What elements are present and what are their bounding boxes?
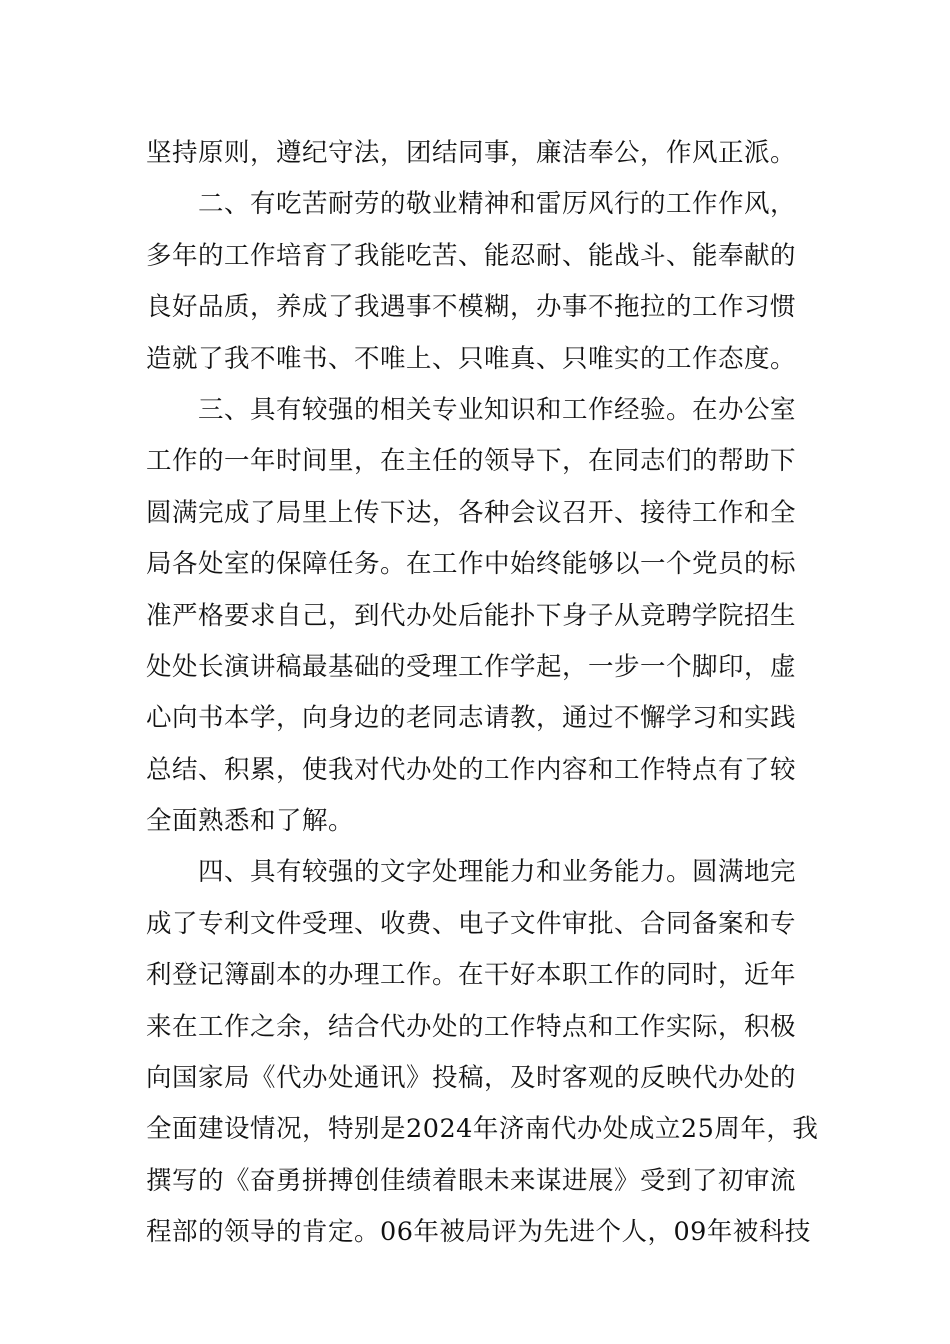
text-line: 全面熟悉和了解。 bbox=[146, 806, 355, 837]
text-line: 向国家局《代办处通讯》投稿，及时客观的反映代办处的 bbox=[146, 1063, 797, 1094]
text-line: 心向书本学，向身边的老同志请教，通过不懈学习和实践 bbox=[146, 703, 797, 734]
text-line: 撰写的《奋勇拼搏创佳绩着眼未来谋进展》受到了初审流 bbox=[146, 1165, 797, 1196]
text-line: 三、具有较强的相关专业知识和工作经验。在办公室 bbox=[198, 394, 797, 425]
text-line: 全面建设情况，特别是2024年济南代办处成立25周年，我 bbox=[146, 1114, 819, 1145]
text-line: 多年的工作培育了我能吃苦、能忍耐、能战斗、能奉献的 bbox=[146, 240, 797, 271]
text-line: 来在工作之余，结合代办处的工作特点和工作实际，积极 bbox=[146, 1011, 797, 1042]
text-line: 坚持原则，遵纪守法，团结同事，廉洁奉公，作风正派。 bbox=[146, 138, 797, 168]
text-line: 利登记簿副本的办理工作。在干好本职工作的同时，近年 bbox=[146, 960, 797, 991]
text-line: 工作的一年时间里，在主任的领导下，在同志们的帮助下 bbox=[146, 446, 797, 477]
document-body bbox=[146, 128, 819, 1259]
text-line: 造就了我不唯书、不唯上、只唯真、只唯实的工作态度。 bbox=[146, 343, 797, 374]
text-line: 准严格要求自己，到代办处后能扑下身子从竞聘学院招生 bbox=[146, 600, 797, 631]
text-line: 成了专利文件受理、收费、电子文件审批、合同备案和专 bbox=[146, 908, 797, 939]
text-line: 总结、积累，使我对代办处的工作内容和工作特点有了较 bbox=[146, 754, 797, 785]
text-line: 局各处室的保障任务。在工作中始终能够以一个党员的标 bbox=[146, 549, 797, 580]
text-line: 处处长演讲稿最基础的受理工作学起，一步一个脚印，虚 bbox=[146, 651, 797, 682]
text-line: 良好品质，养成了我遇事不模糊，办事不拖拉的工作习惯 bbox=[146, 292, 797, 323]
text-line: 程部的领导的肯定。06年被局评为先进个人，09年被科技 bbox=[146, 1217, 811, 1248]
text-line: 二、有吃苦耐劳的敬业精神和雷厉风行的工作作风， bbox=[198, 189, 797, 220]
text-line: 圆满完成了局里上传下达，各种会议召开、接待工作和全 bbox=[146, 497, 797, 528]
text-line: 四、具有较强的文字处理能力和业务能力。圆满地完 bbox=[198, 857, 797, 888]
